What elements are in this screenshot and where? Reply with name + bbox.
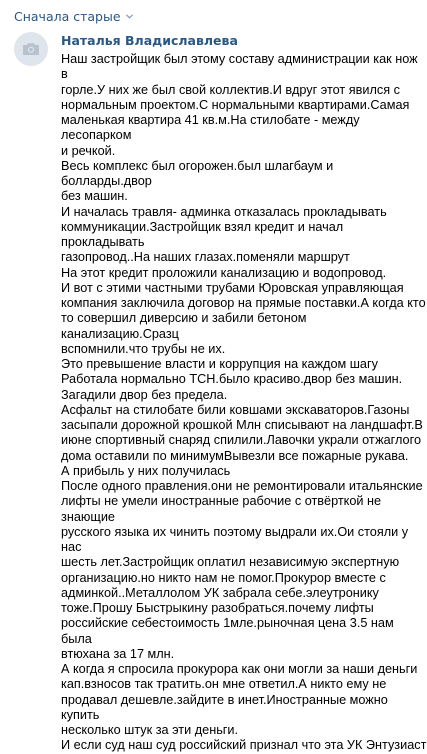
comment-text-line: тоже.Прошу Быстрыкину разобраться.почему лифты [61, 601, 374, 615]
comment-text-line: дома оставили по минимумВывезли все пожарные рукава. [61, 448, 409, 463]
sort-order-label: Сначала старые [14, 9, 121, 24]
comment-text-line: Загадили двор без предела. [61, 387, 228, 402]
comment-text-line: Наш застройщик был этому составу администрации как нож в [61, 52, 418, 82]
comment-text-line: маленькая квартира 41 кв.м.На стилобате - между лесопарком [61, 113, 360, 143]
comment-text-line: Это превышение власти и коррупция на каждом шагу [61, 357, 378, 371]
comment-text-line: лифты не умели иностранные рабочие с отвёрткой не знающие [61, 494, 382, 524]
comment-text-line: без машин. [61, 189, 128, 204]
comment-text-line: И вот с этими частными трубами Юровская управляющая [61, 280, 404, 295]
comment-text-line: газопровод..На наших глазах.поменяли маршрут [61, 250, 350, 265]
comment-text-line: А прибыль у них получилась [61, 463, 231, 478]
comment-text-line: нормальным проектом.С нормальными квартирами.Самая [61, 97, 410, 112]
comment-text-line: организацию.но никто нам не помог.Прокурор вместе с [61, 570, 386, 585]
comment-text-line: июне спортивный снаряд спилили.Лавочки украли отжаглого [61, 433, 422, 448]
comment-text-line: админкой..Металлолом УК забрала себе.элеутронику [61, 585, 379, 600]
comment-text-line: засыпали дорожной крошкой Млн списывают на ландшафт.В [61, 418, 423, 432]
avatar[interactable] [14, 32, 48, 66]
comment-text-line: русского языка их чинить поэтому выдрали их.Ои стояли у нас [61, 524, 409, 554]
comment-text-line: На этот кредит проложили канализацию и водопровод. [61, 265, 387, 280]
comment-text-line: Работала нормально ТСН.было красиво.двор без машин. [61, 372, 403, 387]
comment-text-line: то совершил диверсию и забили бетоном канализацию.Сразц [61, 311, 307, 341]
comment-text-line: российские себестоимость 1млe.рыночная цена 3.5 нам была [61, 616, 394, 646]
comment-text-line: Асфальт на стилобате били ковшами экскаваторов.Газоны [61, 402, 410, 417]
comment [14, 32, 427, 753]
comment-text-line: После одного правления.они не ремонтировали итальянские [61, 479, 423, 493]
comment-author-link[interactable]: Наталья Владиславлева [61, 33, 238, 48]
comment-text-line: вспомнили.что трубы не их. [61, 341, 226, 356]
comment-text-line: И если суд наш суд российский признал что эта УК Энтузиаст [61, 738, 427, 753]
camera-icon [22, 42, 40, 56]
comment-text-line: И началась травля- админка отказалась прокладывать [61, 204, 387, 219]
sort-order-dropdown[interactable] [14, 9, 134, 24]
comment-text-line: компания заключила договор на прямые поставки.А когда кто [61, 296, 426, 310]
comment-text [61, 52, 427, 754]
comment-text-line: Весь комплекс был огорожен.был шлагбаум и болларды.двор [61, 158, 334, 188]
comment-text-line: коммуникации.Застройщик взял кредит и начал прокладывать [61, 219, 344, 249]
comment-text-line: кап.взносов так тратить.он мне ответил.А никто ему не [61, 677, 387, 692]
comment-text-line: шесть лет.Застройщик оплатил независимую экспертную [61, 555, 400, 570]
chevron-down-icon [125, 12, 134, 21]
comment-text-line: несколько штук за эти деньги. [61, 723, 239, 737]
comment-text-line: А когда я спросила прокурора как они могли за наши деньги [61, 662, 418, 676]
comment-text-line: горле.У них же был свой коллектив.И вдруг этот явился с [61, 82, 400, 97]
comment-text-line: втюхана за 17 млн. [61, 646, 175, 661]
comment-text-line: продавал дешевле.зайдите в инет.Иностранные можно купить [61, 692, 388, 722]
comment-text-line: и речкой. [61, 143, 116, 158]
